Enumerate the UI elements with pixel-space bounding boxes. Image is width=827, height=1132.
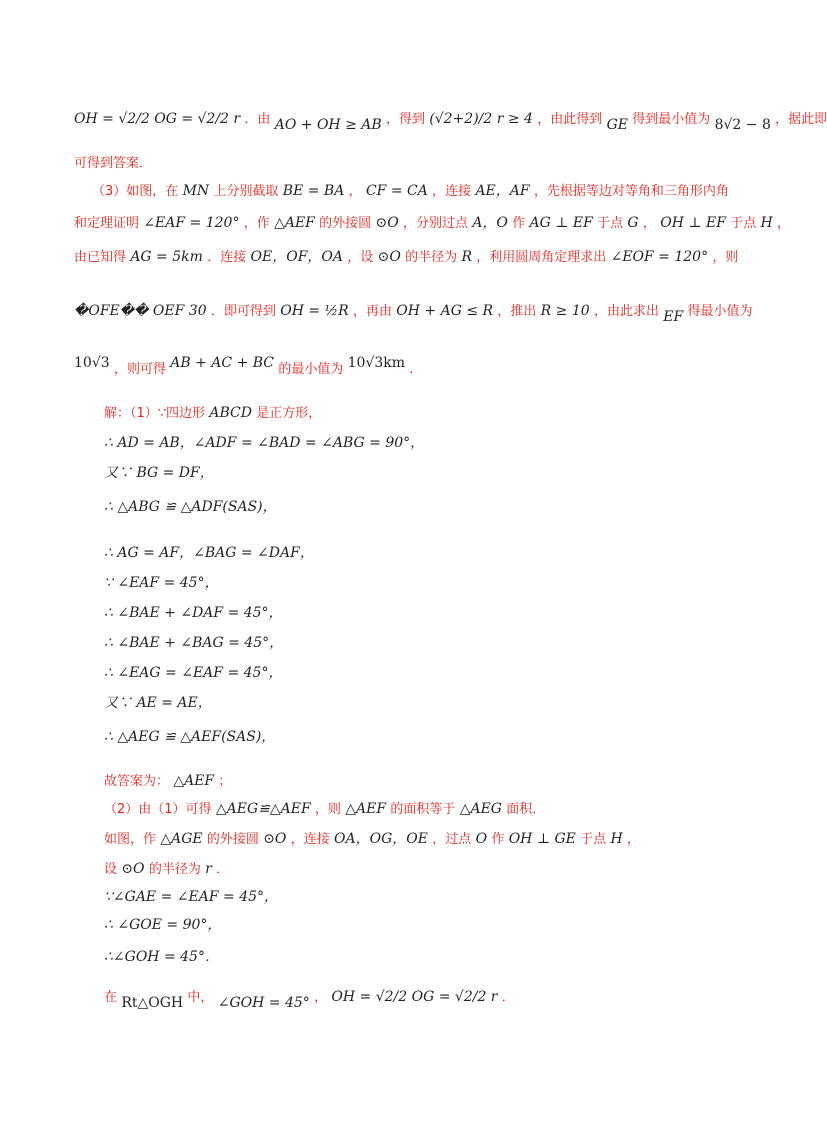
analysis-line-3 (92, 180, 729, 200)
formula: (√2+2)/2 r ≥ 4 (429, 111, 533, 127)
text: ，则可得 (113, 362, 166, 377)
formula: EF (663, 309, 684, 325)
text: 得到最小值为 (632, 112, 711, 127)
solution-line-1 (104, 402, 321, 421)
text: 设 (104, 862, 118, 877)
text: ，由此求出 (593, 304, 659, 319)
text: 的半径为 (405, 250, 458, 265)
solution-line-15 (104, 858, 229, 877)
formula: GE (606, 117, 628, 133)
formula: AG ⊥ EF (529, 215, 593, 231)
analysis-line-4 (74, 212, 790, 232)
formula: ⊙O (377, 249, 401, 265)
text: ． (216, 862, 230, 877)
solution-line-16 (104, 886, 278, 906)
text: ．即可得到 (210, 304, 276, 319)
formula: ∴ ∠BAE + ∠BAG = 45°， (104, 635, 284, 651)
formula: CF = CA (365, 183, 428, 199)
text: ，再由 (352, 304, 392, 319)
formula: �OFE�� OEF 30 (74, 303, 207, 319)
text: 于点 (597, 216, 624, 231)
solution-line-11 (104, 726, 275, 746)
formula: △AGE (160, 831, 203, 847)
text: 的半径为 (148, 862, 201, 877)
solution-line-12 (104, 770, 231, 789)
text: 可得到答案． (74, 156, 153, 171)
solution-line-4 (104, 496, 277, 516)
formula: OH = ½R (280, 303, 349, 319)
solution-line-5 (104, 542, 314, 562)
formula: Rt△OGH (121, 995, 184, 1011)
formula: ∴∠GOH = 45°． (104, 949, 219, 965)
text: 解：（1）∵四边形 (104, 406, 206, 421)
text: 上分别截取 (213, 184, 279, 199)
text: 是正方形， (256, 406, 322, 421)
text: ，连接 (432, 184, 472, 199)
solution-line-14 (104, 828, 640, 848)
formula: A，O (472, 215, 508, 231)
text: ， (314, 990, 328, 1005)
text: ，作 (243, 216, 270, 231)
text: 和定理证明 (74, 216, 140, 231)
text: 在 (104, 990, 118, 1005)
text: 的面积等于 (390, 802, 456, 817)
solution-line-18 (104, 946, 219, 966)
text: ， (626, 832, 640, 847)
text: 故答案为： (104, 774, 170, 789)
text: 的最小值为 (278, 362, 344, 377)
formula: ⊙O (263, 831, 287, 847)
text: ，推出 (497, 304, 537, 319)
formula: ⊙O (121, 861, 145, 877)
formula: OH + AG ≤ R (396, 303, 494, 319)
formula: AO + OH ≥ AB (274, 117, 382, 133)
text: 面积． (506, 802, 546, 817)
solution-line-3 (104, 462, 214, 482)
formula: 又∵ AE = AE， (104, 695, 212, 711)
formula: AG = 5km (130, 249, 203, 265)
text: 于点 (580, 832, 607, 847)
text: （3）如图，在 (92, 184, 179, 199)
text: 作 (512, 216, 526, 231)
formula: △AEG (459, 801, 502, 817)
text: 于点 (730, 216, 757, 231)
text: 如图，作 (104, 832, 157, 847)
analysis-line-1 (74, 108, 827, 133)
solution-line-10 (104, 692, 212, 712)
solution-line-9 (104, 662, 282, 682)
formula: H (760, 215, 773, 231)
text: ， (777, 216, 791, 231)
formula-oh-og: OH = √2/2 OG = √2/2 r (74, 111, 241, 127)
formula: ∵∠GAE = ∠EAF = 45°， (104, 889, 279, 905)
text: 得最小值为 (687, 304, 753, 319)
solution-line-2 (104, 432, 424, 452)
formula: ⊙O (375, 215, 399, 231)
text: ． (409, 362, 423, 377)
formula: AB + AC + BC (170, 355, 275, 371)
text: ，连接 (290, 832, 330, 847)
formula: MN (182, 183, 210, 199)
text: 的外接圆 (319, 216, 372, 231)
formula: BE = BA (282, 183, 345, 199)
solution-line-6 (104, 572, 219, 592)
analysis-line-5 (74, 246, 738, 266)
text: ．由 (244, 112, 271, 127)
text: 中， (187, 990, 214, 1005)
text: ，过点 (432, 832, 472, 847)
solution-line-17 (104, 914, 221, 934)
text: 的外接圆 (206, 832, 259, 847)
solution-line-8 (104, 632, 283, 652)
formula: R (461, 249, 472, 265)
formula: △AEF (345, 801, 387, 817)
formula: OA，OG，OE (334, 831, 428, 847)
formula: ∴ ∠BAE + ∠DAF = 45°， (104, 605, 283, 621)
text: （2）由（1）可得 (104, 802, 212, 817)
analysis-line-2 (74, 152, 152, 171)
text: ，据此即 (775, 112, 827, 127)
text: ，分别过点 (403, 216, 469, 231)
formula: ∴ △AEG ≌ △AEF(SAS)， (104, 729, 276, 745)
formula: OH ⊥ EF (660, 215, 726, 231)
text: ，得到 (385, 112, 425, 127)
formula: 10√3 (74, 355, 110, 371)
formula: r (205, 861, 212, 877)
formula: ABCD (209, 405, 252, 421)
formula: 10√3km (347, 355, 406, 371)
text: ， (348, 184, 362, 199)
formula: ∴ AG = AF，∠BAG = ∠DAF， (104, 545, 314, 561)
formula: ∴ ∠GOE = 90°， (104, 917, 222, 933)
formula: ∠EAF = 120° (143, 215, 240, 231)
formula: ∠GOH = 45° (217, 995, 310, 1011)
solution-line-19 (104, 986, 515, 1011)
formula: R ≥ 10 (540, 303, 590, 319)
text: ，设 (347, 250, 374, 265)
formula: G (627, 215, 639, 231)
text: ．连接 (207, 250, 247, 265)
formula: OH ⊥ GE (508, 831, 576, 847)
formula: OE，OF，OA (250, 249, 343, 265)
text: 作 (491, 832, 505, 847)
text: ，则 (712, 250, 739, 265)
solution-line-7 (104, 602, 283, 622)
text: ． (501, 990, 515, 1005)
formula: △AEF (173, 773, 215, 789)
formula: O (475, 831, 488, 847)
formula: H (610, 831, 623, 847)
text: ，由此得到 (537, 112, 603, 127)
formula: 又∵ BG = DF， (104, 465, 214, 481)
text: ，先根据等边对等角和三角形内角 (533, 184, 729, 199)
text: ，利用圆周角定理求出 (476, 250, 607, 265)
formula: AE，AF (475, 183, 530, 199)
formula: △AEF (274, 215, 315, 231)
formula: ∵ ∠EAF = 45°， (104, 575, 219, 591)
text: 由已知得 (74, 250, 127, 265)
text: ； (218, 774, 232, 789)
formula: ∴ △ABG ≌ △ADF(SAS)， (104, 499, 277, 515)
text: ， (642, 216, 656, 231)
text: ，则 (314, 802, 341, 817)
formula: 8√2 − 8 (714, 117, 771, 133)
analysis-line-7 (74, 352, 423, 377)
formula: OH = √2/2 OG = √2/2 r (331, 989, 498, 1005)
analysis-line-6 (74, 300, 753, 325)
formula: ∴ AD = AB，∠ADF = ∠BAD = ∠ABG = 90°， (104, 435, 425, 451)
formula: ∴ ∠EAG = ∠EAF = 45°， (104, 665, 283, 681)
formula: ∠EOF = 120° (610, 249, 709, 265)
formula: △AEG≌△AEF (215, 801, 311, 817)
solution-line-13 (104, 798, 545, 817)
